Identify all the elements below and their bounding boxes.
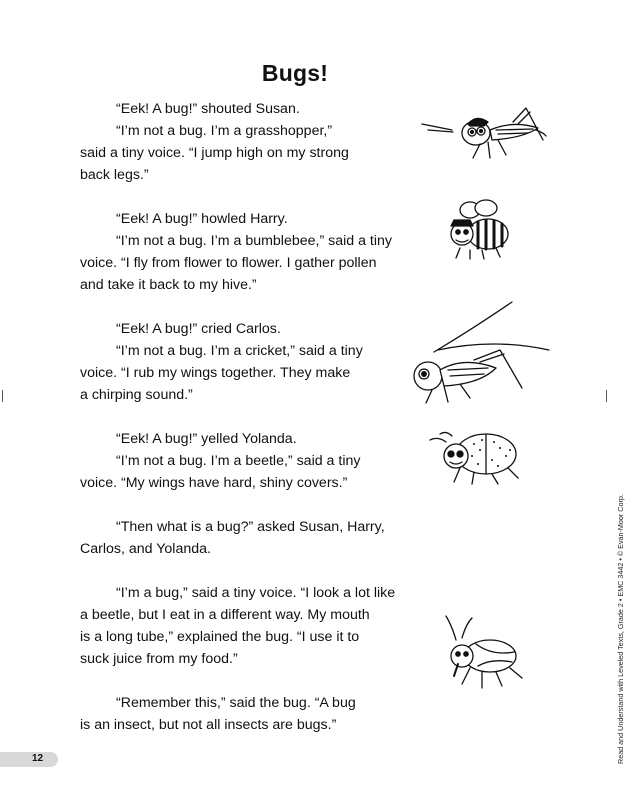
paragraph-cricket bbox=[80, 318, 410, 406]
text-line: suck juice from my food.” bbox=[80, 651, 238, 667]
text-line: “I’m not a bug. I’m a cricket,” said a tiny bbox=[116, 343, 363, 359]
page-title: Bugs! bbox=[261, 60, 329, 86]
text-line: voice. “My wings have hard, shiny covers.” bbox=[80, 475, 348, 491]
text-line: is a long tube,” explained the bug. “I use it to bbox=[80, 629, 360, 645]
paragraph-grasshopper bbox=[80, 98, 410, 186]
crop-mark-left bbox=[2, 390, 3, 402]
bumblebee-icon bbox=[440, 196, 518, 264]
text-line: a chirping sound.” bbox=[80, 387, 193, 403]
beetle-icon bbox=[426, 426, 526, 488]
grasshopper-icon bbox=[418, 100, 548, 165]
text-line: a beetle, but I eat in a different way. My mouth bbox=[80, 607, 370, 623]
paragraph-conclusion bbox=[80, 692, 410, 736]
paragraph-bumblebee bbox=[80, 208, 410, 296]
text-line: “I’m not a bug. I’m a bumblebee,” said a tiny bbox=[116, 233, 393, 249]
copyright-credit: Read and Understand with Leveled Texts, Grade 2 • EMC 3442 • © Evan-Moor Corp. bbox=[616, 494, 625, 764]
text-line: “Eek! A bug!” howled Harry. bbox=[116, 211, 288, 227]
text-line: “Eek! A bug!” yelled Yolanda. bbox=[116, 431, 297, 447]
text-line: “Then what is a bug?” asked Susan, Harry, bbox=[116, 519, 385, 535]
crop-mark-right bbox=[606, 390, 607, 402]
text-line: Carlos, and Yolanda. bbox=[80, 541, 211, 557]
text-line: “Eek! A bug!” cried Carlos. bbox=[116, 321, 281, 337]
text-line: is an insect, but not all insects are bugs.” bbox=[80, 717, 337, 733]
text-line: “I’m a bug,” said a tiny voice. “I look a lot like bbox=[116, 585, 396, 601]
text-line: “Eek! A bug!” shouted Susan. bbox=[116, 101, 300, 117]
text-line: back legs.” bbox=[80, 167, 149, 183]
true-bug-icon bbox=[436, 612, 526, 692]
text-line: “I’m not a bug. I’m a beetle,” said a tiny bbox=[116, 453, 361, 469]
text-line: and take it back to my hive.” bbox=[80, 277, 257, 293]
text-line: “Remember this,” said the bug. “A bug bbox=[116, 695, 356, 711]
page-number-tab bbox=[0, 752, 58, 767]
paragraph-question bbox=[80, 516, 410, 560]
paragraph-beetle bbox=[80, 428, 410, 494]
text-line: voice. “I rub my wings together. They make bbox=[80, 365, 351, 381]
page-number: 12 bbox=[32, 753, 44, 764]
text-line: “I’m not a bug. I’m a grasshopper,” bbox=[116, 123, 333, 139]
cricket-icon bbox=[404, 298, 550, 408]
text-line: said a tiny voice. “I jump high on my strong bbox=[80, 145, 349, 161]
paragraph-true-bug bbox=[80, 582, 410, 670]
text-line: voice. “I fly from flower to flower. I gather pollen bbox=[80, 255, 377, 271]
